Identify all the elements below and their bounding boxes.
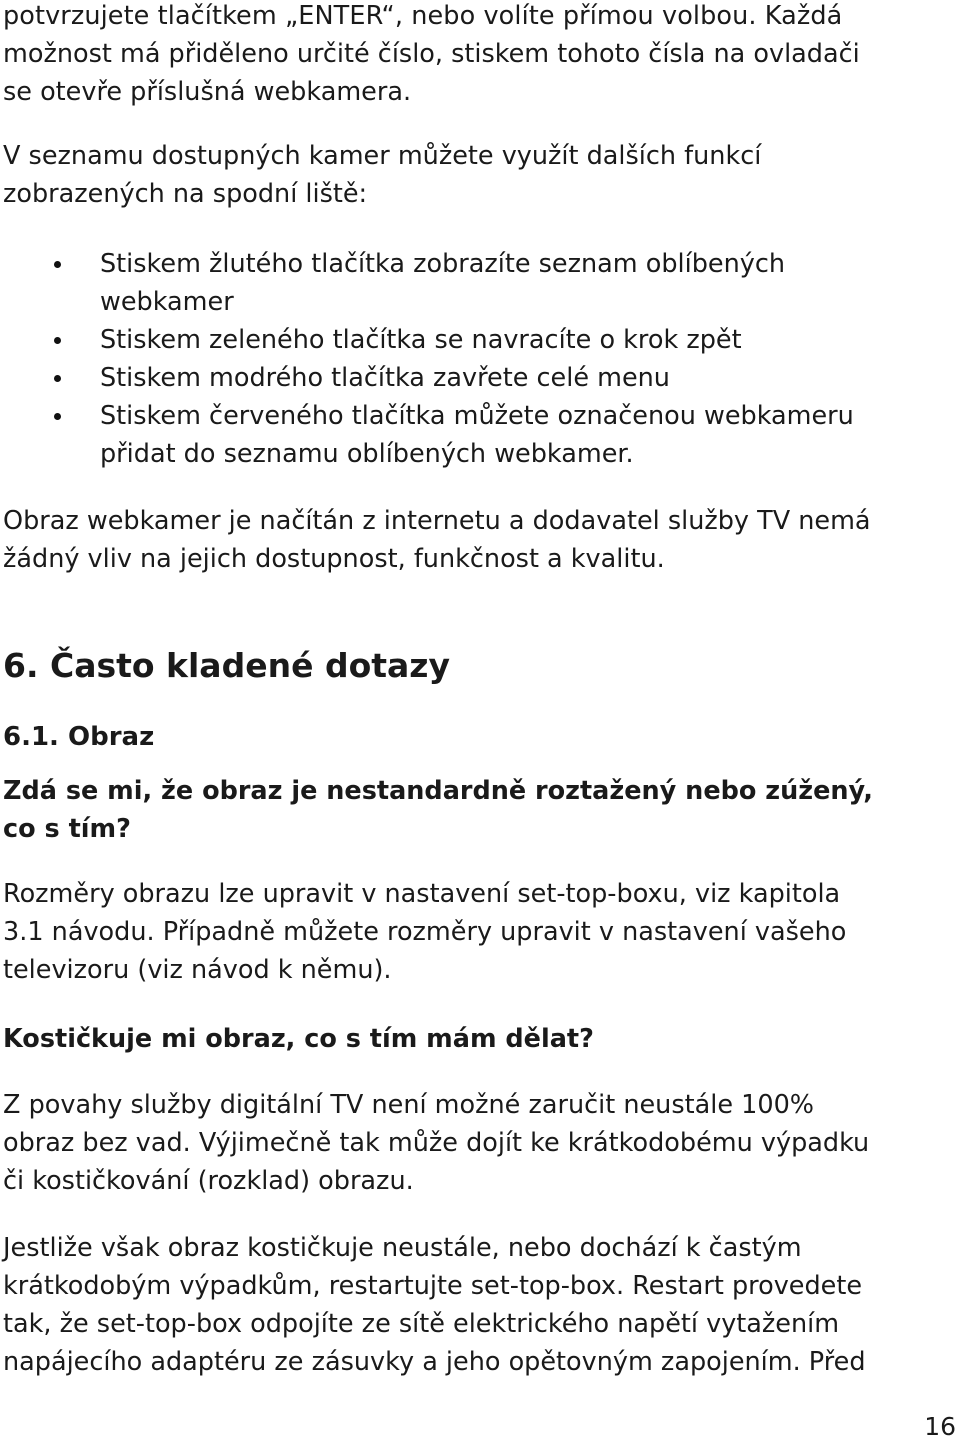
subsection-heading: 6.1. Obraz	[3, 722, 155, 752]
list-item	[3, 321, 953, 359]
text-line: obraz bez vad. Výjimečně tak může dojít ke krátkodobému výpadku	[3, 1128, 870, 1158]
text-line: žádný vliv na jejich dostupnost, funkčnost a kvalitu.	[3, 544, 665, 574]
note-paragraph	[3, 502, 871, 578]
text-line: Stiskem zeleného tlačítka se navracíte o krok zpět	[100, 325, 742, 355]
intro-paragraph	[3, 0, 860, 111]
text-line: krátkodobým výpadkům, restartujte set-top-box. Restart provedete	[3, 1271, 863, 1301]
text-line: zobrazených na spodní liště:	[3, 179, 368, 209]
answer-paragraph	[3, 1229, 866, 1381]
answer-paragraph	[3, 1086, 869, 1200]
text-line: tak, že set-top-box odpojíte ze sítě elektrického napětí vytažením	[3, 1309, 840, 1339]
text-line: Jestliže však obraz kostičkuje neustále, nebo dochází k častým	[3, 1233, 802, 1263]
text-line: V seznamu dostupných kamer můžete využít dalších funkcí	[3, 141, 762, 171]
text-line: potvrzujete tlačítkem „ENTER“, nebo volíte přímou volbou. Každá	[3, 1, 843, 31]
text-line: Rozměry obrazu lze upravit v nastavení set-top-boxu, viz kapitola	[3, 879, 841, 909]
text-line: možnost má přiděleno určité číslo, stiskem tohoto čísla na ovladači	[3, 39, 860, 69]
text-line: televizoru (viz návod k němu).	[3, 955, 392, 985]
answer-paragraph	[3, 875, 846, 989]
text-line: Z povahy služby digitální TV není možné zaručit neustále 100%	[3, 1090, 815, 1120]
text-line: co s tím?	[3, 814, 131, 844]
page-number: 16	[924, 1412, 956, 1441]
text-line: se otevře příslušná webkamera.	[3, 77, 412, 107]
list-item	[3, 359, 953, 397]
text-line: či kostičkování (rozklad) obrazu.	[3, 1166, 414, 1196]
text-line: Stiskem červeného tlačítka můžete označenou webkameru	[100, 401, 854, 431]
list-item	[3, 245, 953, 321]
text-line: Stiskem žlutého tlačítka zobrazíte seznam oblíbených	[100, 249, 786, 279]
function-list	[3, 245, 953, 473]
question-heading: Kostičkuje mi obraz, co s tím mám dělat?	[3, 1024, 594, 1054]
text-line: Stiskem modrého tlačítka zavřete celé menu	[100, 363, 670, 393]
text-line: Obraz webkamer je načítán z internetu a dodavatel služby TV nemá	[3, 506, 871, 536]
list-intro-paragraph	[3, 137, 761, 213]
list-item	[3, 397, 953, 473]
text-line: webkamer	[100, 287, 234, 317]
text-line: přidat do seznamu oblíbených webkamer.	[100, 439, 634, 469]
text-line: Zdá se mi, že obraz je nestandardně roztažený nebo zúžený,	[3, 776, 873, 806]
question-heading	[3, 772, 873, 848]
text-line: napájecího adaptéru ze zásuvky a jeho opětovným zapojením. Před	[3, 1347, 866, 1377]
text-line: 3.1 návodu. Případně můžete rozměry upravit v nastavení vašeho	[3, 917, 847, 947]
section-heading: 6. Často kladené dotazy	[3, 646, 450, 685]
